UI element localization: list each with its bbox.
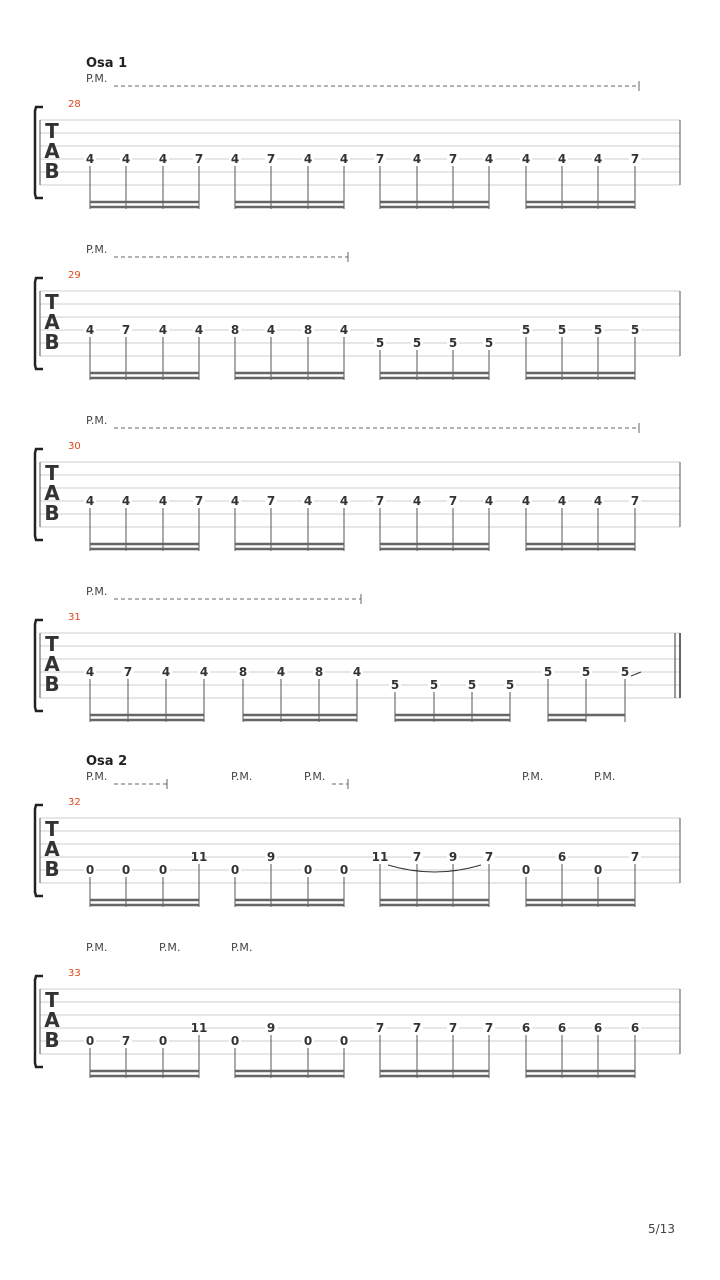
tab-clef-letter: A bbox=[44, 652, 60, 676]
fret-number: 4 bbox=[303, 494, 313, 508]
fret-number: 0 bbox=[230, 863, 240, 877]
fret-number: 7 bbox=[266, 494, 276, 508]
fret-number: 4 bbox=[521, 152, 531, 166]
fret-number: 4 bbox=[412, 152, 422, 166]
fret-number: 7 bbox=[375, 152, 385, 166]
fret-number: 7 bbox=[448, 152, 458, 166]
fret-number: 5 bbox=[581, 665, 591, 679]
fret-number: 5 bbox=[620, 665, 630, 679]
fret-number: 4 bbox=[85, 494, 95, 508]
fret-number: 5 bbox=[448, 336, 458, 350]
fret-number: 5 bbox=[543, 665, 553, 679]
measure-number: 31 bbox=[68, 612, 81, 623]
palm-mute-label: P.M. bbox=[304, 770, 326, 783]
section-label: Osa 1 bbox=[86, 56, 128, 71]
fret-number: 4 bbox=[593, 152, 603, 166]
fret-number: 7 bbox=[412, 1021, 422, 1035]
tab-clef-letter: T bbox=[45, 461, 59, 485]
fret-number: 5 bbox=[505, 678, 515, 692]
fret-number: 4 bbox=[593, 494, 603, 508]
fret-number: 4 bbox=[158, 494, 168, 508]
fret-number: 0 bbox=[85, 863, 95, 877]
fret-number: 8 bbox=[303, 323, 313, 337]
fret-number: 7 bbox=[121, 323, 131, 337]
fret-number: 6 bbox=[521, 1021, 531, 1035]
fret-number: 7 bbox=[375, 494, 385, 508]
measure-number: 28 bbox=[68, 99, 81, 110]
page-number: 5/13 bbox=[648, 1222, 675, 1236]
tab-clef-letter: T bbox=[45, 817, 59, 841]
fret-number: 7 bbox=[194, 152, 204, 166]
fret-number: 0 bbox=[121, 863, 131, 877]
tab-clef-letter: A bbox=[44, 139, 60, 163]
fret-number: 5 bbox=[593, 323, 603, 337]
staff-bracket bbox=[35, 620, 43, 711]
fret-number: 7 bbox=[630, 152, 640, 166]
fret-number: 0 bbox=[303, 863, 313, 877]
fret-number: 7 bbox=[484, 1021, 494, 1035]
fret-number: 0 bbox=[158, 863, 168, 877]
fret-number: 6 bbox=[630, 1021, 640, 1035]
fret-number: 7 bbox=[375, 1021, 385, 1035]
fret-number: 8 bbox=[230, 323, 240, 337]
tab-clef-letter: B bbox=[44, 330, 60, 354]
fret-number: 4 bbox=[158, 152, 168, 166]
fret-number: 4 bbox=[412, 494, 422, 508]
tab-clef-letter: B bbox=[44, 159, 60, 183]
fret-number: 5 bbox=[521, 323, 531, 337]
tab-clef-letter: B bbox=[44, 857, 60, 881]
palm-mute-label: P.M. bbox=[594, 770, 616, 783]
fret-number: 4 bbox=[303, 152, 313, 166]
staff-bracket bbox=[35, 278, 43, 369]
palm-mute-label: P.M. bbox=[86, 414, 108, 427]
tab-system bbox=[35, 56, 680, 209]
tab-clef-letter: T bbox=[45, 119, 59, 143]
tab-clef-letter: A bbox=[44, 837, 60, 861]
fret-number: 4 bbox=[158, 323, 168, 337]
fret-number: 11 bbox=[190, 850, 208, 864]
tab-clef-letter: B bbox=[44, 1028, 60, 1052]
fret-number: 0 bbox=[230, 1034, 240, 1048]
fret-number: 5 bbox=[375, 336, 385, 350]
tab-clef-letter: T bbox=[45, 290, 59, 314]
fret-number: 6 bbox=[557, 1021, 567, 1035]
fret-number: 7 bbox=[448, 494, 458, 508]
fret-number: 4 bbox=[85, 152, 95, 166]
fret-number: 4 bbox=[484, 152, 494, 166]
fret-number: 4 bbox=[161, 665, 171, 679]
fret-number: 0 bbox=[303, 1034, 313, 1048]
fret-number: 4 bbox=[352, 665, 362, 679]
fret-number: 4 bbox=[339, 323, 349, 337]
fret-number: 4 bbox=[557, 494, 567, 508]
fret-number: 4 bbox=[484, 494, 494, 508]
tab-clef-letter: B bbox=[44, 501, 60, 525]
fret-number: 9 bbox=[266, 1021, 276, 1035]
fret-number: 4 bbox=[230, 494, 240, 508]
fret-number: 4 bbox=[339, 152, 349, 166]
fret-number: 7 bbox=[266, 152, 276, 166]
fret-number: 4 bbox=[199, 665, 209, 679]
staff-bracket bbox=[35, 449, 43, 540]
fret-number: 4 bbox=[230, 152, 240, 166]
fret-number: 11 bbox=[371, 850, 389, 864]
tab-clef-letter: B bbox=[44, 672, 60, 696]
fret-number: 9 bbox=[266, 850, 276, 864]
measure-number: 29 bbox=[68, 270, 81, 281]
fret-number: 0 bbox=[593, 863, 603, 877]
tab-clef-letter: A bbox=[44, 1008, 60, 1032]
fret-number: 4 bbox=[339, 494, 349, 508]
palm-mute-label: P.M. bbox=[522, 770, 544, 783]
fret-number: 4 bbox=[557, 152, 567, 166]
fret-number: 4 bbox=[276, 665, 286, 679]
fret-number: 7 bbox=[123, 665, 133, 679]
section-label: Osa 2 bbox=[86, 754, 128, 769]
palm-mute-label: P.M. bbox=[159, 941, 181, 954]
tab-clef-letter: T bbox=[45, 988, 59, 1012]
fret-number: 5 bbox=[557, 323, 567, 337]
fret-number: 7 bbox=[194, 494, 204, 508]
palm-mute-label: P.M. bbox=[86, 243, 108, 256]
fret-number: 5 bbox=[484, 336, 494, 350]
slide-mark bbox=[631, 672, 641, 676]
fret-number: 0 bbox=[339, 863, 349, 877]
tab-system bbox=[35, 414, 680, 551]
fret-number: 4 bbox=[266, 323, 276, 337]
fret-number: 5 bbox=[467, 678, 477, 692]
fret-number: 7 bbox=[121, 1034, 131, 1048]
palm-mute-label: P.M. bbox=[86, 941, 108, 954]
fret-number: 0 bbox=[521, 863, 531, 877]
tab-system bbox=[35, 941, 680, 1078]
fret-number: 5 bbox=[429, 678, 439, 692]
palm-mute-label: P.M. bbox=[86, 770, 108, 783]
palm-mute-label: P.M. bbox=[231, 770, 253, 783]
measure-number: 32 bbox=[68, 797, 81, 808]
fret-number: 7 bbox=[484, 850, 494, 864]
fret-number: 0 bbox=[158, 1034, 168, 1048]
fret-number: 5 bbox=[390, 678, 400, 692]
fret-number: 6 bbox=[557, 850, 567, 864]
palm-mute-label: P.M. bbox=[86, 585, 108, 598]
tab-system bbox=[35, 243, 680, 380]
palm-mute-label: P.M. bbox=[231, 941, 253, 954]
fret-number: 4 bbox=[194, 323, 204, 337]
fret-number: 4 bbox=[121, 152, 131, 166]
staff-bracket bbox=[35, 107, 43, 198]
fret-number: 8 bbox=[314, 665, 324, 679]
palm-mute-label: P.M. bbox=[86, 72, 108, 85]
fret-number: 0 bbox=[339, 1034, 349, 1048]
fret-number: 4 bbox=[121, 494, 131, 508]
measure-number: 30 bbox=[68, 441, 81, 452]
fret-number: 0 bbox=[85, 1034, 95, 1048]
fret-number: 11 bbox=[190, 1021, 208, 1035]
fret-number: 5 bbox=[412, 336, 422, 350]
fret-number: 9 bbox=[448, 850, 458, 864]
tab-clef-letter: A bbox=[44, 310, 60, 334]
measure-number: 33 bbox=[68, 968, 81, 979]
fret-number: 6 bbox=[593, 1021, 603, 1035]
staff-bracket bbox=[35, 976, 43, 1067]
fret-number: 4 bbox=[85, 323, 95, 337]
tab-system bbox=[35, 585, 680, 722]
fret-number: 4 bbox=[521, 494, 531, 508]
fret-number: 7 bbox=[412, 850, 422, 864]
staff-bracket bbox=[35, 805, 43, 896]
fret-number: 8 bbox=[238, 665, 248, 679]
tab-clef-letter: A bbox=[44, 481, 60, 505]
slur bbox=[388, 865, 481, 872]
tab-system bbox=[35, 754, 680, 907]
fret-number: 7 bbox=[448, 1021, 458, 1035]
fret-number: 7 bbox=[630, 494, 640, 508]
fret-number: 5 bbox=[630, 323, 640, 337]
fret-number: 7 bbox=[630, 850, 640, 864]
fret-number: 4 bbox=[85, 665, 95, 679]
tab-clef-letter: T bbox=[45, 632, 59, 656]
